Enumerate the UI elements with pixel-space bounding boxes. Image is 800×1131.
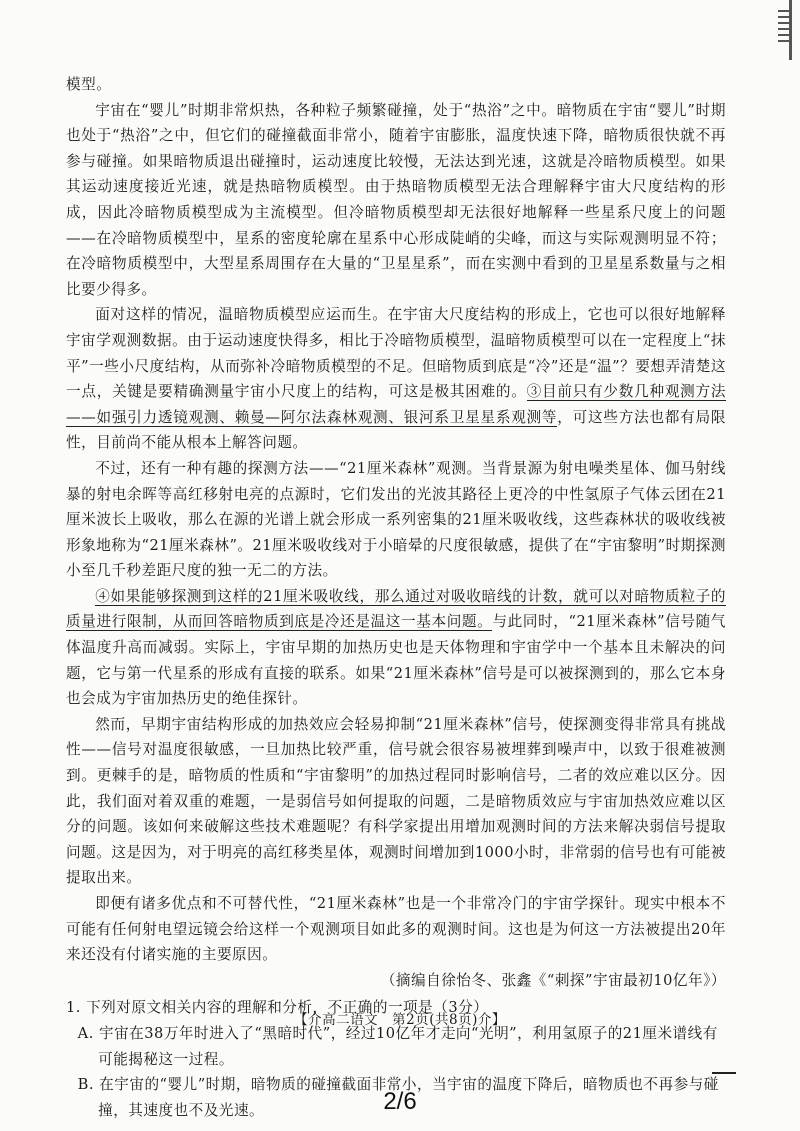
scan-edge-mark xyxy=(778,10,790,46)
underlined-sentence-4: ④如果能够探测到这样的21厘米吸收线，那么通过对吸收暗线的计数，就可以对暗物质粒子的质量进行限制，从而回答暗物质到底是冷还是温这一基本问题。 xyxy=(66,587,726,631)
option-a: A. 宇宙在38万年时进入了“黑暗时代”，经过10亿年才走向“光明”，利用氢原子的21厘米谱线有可能揭秘这一过程。 xyxy=(77,1024,718,1068)
question-stem: 1. 下列对原文相关内容的理解和分析，不正确的一项是（3分） xyxy=(66,999,489,1017)
page-footer: 【介高二语文 第2页(共8页)介】 xyxy=(294,1012,506,1028)
underlined-sentence-3: ③目前只有少数几种观测方法——如强引力透镜观测、赖曼—阿尔法森林观测、银河系卫星星系观测等 xyxy=(66,383,726,426)
page-number: 2/6 xyxy=(383,1088,417,1115)
article-body xyxy=(66,72,726,1123)
option-b: B. 在宇宙的“婴儿”时期，暗物质的碰撞截面非常小，当宇宙的温度下降后，暗物质也不再参与碰撞，其速度也不及光速。 xyxy=(77,1076,719,1119)
paragraph-continuation: 模型。 xyxy=(66,76,112,93)
paragraph-conclusion: 即便有诸多优点和不可替代性，“21厘米森林”也是一个非常冷门的宇宙学探针。现实中根本不可能有任何射电望远镜会给这样一个观测项目如此多的观测时间。这也是为何这一方法被提出20年来还没有付诸实施的主要原因。 xyxy=(66,895,726,964)
paragraph-text: 与此同时，“21厘米森林”信号随气体温度升高而减弱。实际上，宇宙早期的加热历史也是天体物理和宇宙学中一个基本且未解决的问题，它与第一代星系的形成有直接的联系。如果“21厘米森林”信号是可以被探测到的，那么它本身也会成为宇宙加热历史的绝佳探针。 xyxy=(66,613,726,708)
paragraph-text: 面对这样的情况，温暗物质模型应运而生。在宇宙大尺度结构的形成上，它也可以很好地解释宇宙学观测数据。由于运动速度快得多，相比于冷暗物质模型，温暗物质模型可以在一定程度上“抹平”一些小尺度结构，从而弥补冷暗物质模型的不足。但暗物质到底是“冷”还是“温”？要想弄清楚这一点，关键是要精确测量宇宙小尺度上的结构，可这是极其困难的。 xyxy=(66,306,726,401)
paragraph-warm-dark-matter xyxy=(66,302,726,456)
scan-dash-mark xyxy=(712,1072,736,1074)
paragraph-text: ，可这些方法也都有局限性，目前尚不能从根本上解答问题。 xyxy=(66,408,726,452)
paragraph-absorption-lines xyxy=(66,584,726,712)
source-citation: （摘编自徐怡冬、张鑫《“刺探”宇宙最初10亿年》） xyxy=(380,971,726,989)
paragraph-infant-universe: 宇宙在“婴儿”时期非常炽热，各种粒子频繁碰撞，处于“热浴”之中。暗物质在宇宙“婴儿”时期也处于“热浴”之中，但它们的碰撞截面非常小，随着宇宙膨胀，温度快速下降，暗物质很快就不再参与碰撞。如果暗物质退出碰撞时，运动速度比较慢，无法达到光速，这就是冷暗物质模型。如果其运动速度接近光速，就是热暗物质模型。由于热暗物质模型无法合理解释宇宙大尺度结构的形成，因此冷暗物质模型成为主流模型。但冷暗物质模型却无法很好地解释一些星系尺度上的问题——在冷暗物质模型中，星系的密度轮廓在星系中心形成陡峭的尖峰，而这与实际观测明显不符；在冷暗物质模型中，大型星系周围存在大量的“卫星星系”，而在实测中看到的卫星星系数量与之相比要少得多。 xyxy=(66,101,726,298)
paragraph-21cm-forest: 不过，还有一种有趣的探测方法——“21厘米森林”观测。当背景源为射电噪类星体、伽马射线暴的射电余晖等高红移射电亮的点源时，它们发出的光波其路径上更冷的中性氢原子气体云团在21厘米波长上吸收，那么在源的光谱上就会形成一系列密集的21厘米吸收线，这些森林状的吸收线被形象地称为“21厘米森林”。21厘米吸收线对于小暗晕的尺度很敏感，提供了在“宇宙黎明”时期探测小至几千秒差距尺度的独一无二的方法。 xyxy=(66,459,726,580)
paragraph-challenges: 然而，早期宇宙结构形成的加热效应会轻易抑制“21厘米森林”信号，使探测变得非常具有挑战性——信号对温度很敏感，一旦加热比较严重，信号就会很容易被埋葬到噪声中，以致于很难被测到。更棘手的是，暗物质的性质和“宇宙黎明”的加热过程同时影响信号，二者的效应难以区分。因此，我们面对着双重的难题，一是弱信号如何提取的问题，二是暗物质效应与宇宙加热效应难以区分的问题。该如何来破解这些技术难题呢？有科学家提出用增加观测时间的方法来解决弱信号提取问题。这是因为，对于明亮的高红移类星体，观测时间增加到1000小时，非常弱的信号也有可能被提取出来。 xyxy=(66,715,726,887)
